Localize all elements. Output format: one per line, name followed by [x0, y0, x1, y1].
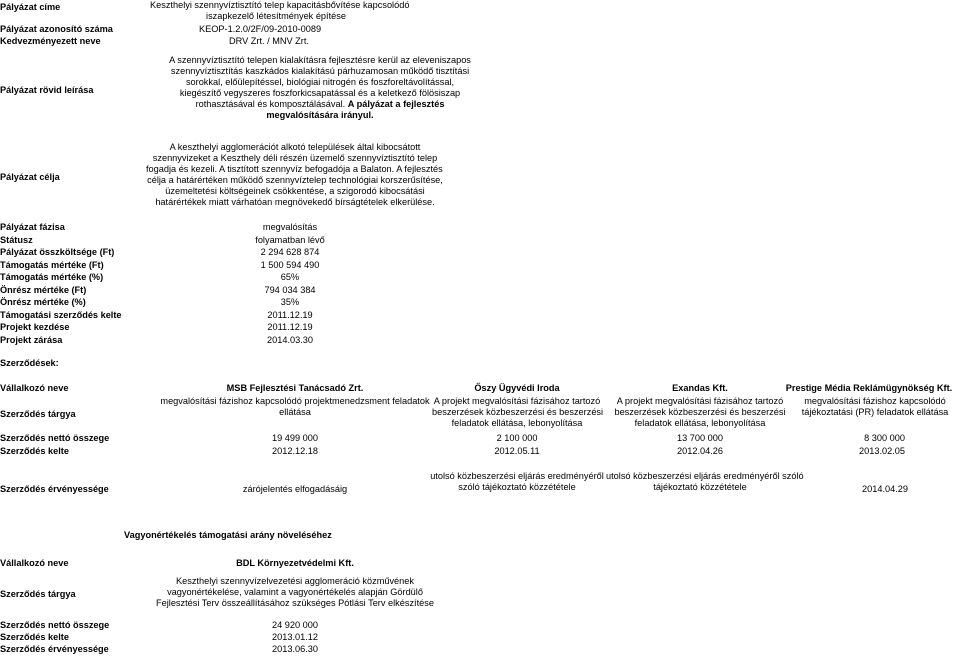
- facts-row: [0, 235, 360, 248]
- contract-subject-line: A projekt megvalósítási fázisához tartozó: [616, 396, 784, 406]
- goal-line: határértékek miatt várhatóan megnövekedő bírságtételek elkerülése.: [155, 197, 435, 207]
- valuation-contractor-label: Vállalkozó neve: [0, 558, 69, 568]
- valuation-validity-value: 2013.06.30: [272, 644, 318, 654]
- contract-subject-line: feladatok ellátása, lebonyolítása: [451, 418, 583, 428]
- facts-label: Státusz: [0, 234, 33, 245]
- facts-row: [0, 335, 360, 348]
- facts-value: 2014.03.30: [267, 334, 313, 345]
- summary-line: sorokkal, előülepítéssel, biológiai nitrogén és foszforeltávolítással,: [185, 77, 455, 87]
- contract-net: 2 100 000: [496, 433, 538, 443]
- facts-value: 35%: [280, 297, 300, 307]
- project-title-line: iszapkezelő létesítmények építése: [206, 11, 346, 21]
- facts-value: folyamatban lévő: [255, 234, 325, 245]
- facts-label: Támogatás mértéke (Ft): [0, 259, 104, 270]
- contracts-heading: Szerződések:: [0, 358, 59, 368]
- facts-row: [0, 272, 360, 285]
- facts-row: [0, 222, 360, 235]
- net-label: Szerződés nettó összege: [0, 433, 110, 443]
- contract-date: 2012.12.18: [272, 446, 318, 456]
- project-title-value: [150, 0, 410, 22]
- summary-text: [120, 55, 520, 121]
- contract-subject-line: megvalósítási fázishoz kapcsolódó: [804, 396, 946, 406]
- contract-validity: [427, 471, 607, 493]
- contract-date: 2012.05.11: [494, 446, 540, 456]
- facts-label: Támogatási szerződés kelte: [0, 309, 122, 320]
- contract-date: 2012.04.26: [677, 446, 723, 456]
- goal-line: üzemeltetési költségeinek csökkentése, a szigorodó kibocsátási: [165, 186, 425, 196]
- contract-subject-line: tájékoztatási (PR) feladatok ellátása: [801, 407, 949, 417]
- contract-net: 13 700 000: [677, 433, 723, 443]
- valuation-subject-label: Szerződés tárgya: [0, 589, 76, 599]
- project-title-label: Pályázat címe: [0, 2, 61, 12]
- project-title-line: Keszthelyi szennyvíztisztító telep kapacitásbővítése kapcsolódó: [150, 0, 410, 10]
- facts-row: [0, 260, 360, 273]
- facts-row: [0, 247, 360, 260]
- contract-net: 19 499 000: [272, 433, 318, 443]
- facts-value: 65%: [280, 272, 300, 282]
- facts-value: megvalósítás: [262, 222, 318, 232]
- valuation-subject-line: Keszthelyi szennyvízelvezetési agglomeráció közművének: [176, 576, 414, 586]
- summary-line: kiegészítő vegyszeres foszforkicsapatással és a keletkező fölösiszap: [179, 88, 461, 98]
- valuation-date-label: Szerződés kelte: [0, 632, 69, 642]
- contract-validity-line: tájékoztató közzététele: [653, 482, 747, 492]
- contract-subject-line: feladatok ellátása, lebonyolítása: [634, 418, 766, 428]
- contract-subject-line: megvalósítási fázishoz kapcsolódó projektmenedzsment feladatok: [160, 396, 430, 406]
- summary-line: A szennyvíztisztító telepen kialakításra fejlesztésre kerül az eleveniszapos: [169, 55, 471, 65]
- contract-subject-line: beszerzések közbeszerzési és beszerzési: [432, 407, 604, 417]
- facts-label: Önrész mértéke (%): [0, 297, 86, 307]
- valuation-date-value: 2013.01.12: [272, 632, 318, 642]
- facts-row: [0, 322, 360, 335]
- contract-date: 2013.02.05: [859, 446, 905, 456]
- subject-label: Szerződés tárgya: [0, 409, 76, 419]
- contract-net: 8 300 000: [864, 433, 905, 443]
- beneficiary-value: DRV Zrt. / MNV Zrt.: [229, 36, 309, 46]
- facts-row: [0, 285, 360, 298]
- goal-text: [140, 142, 450, 208]
- valuation-validity-label: Szerződés érvényessége: [0, 644, 109, 654]
- facts-value: 1 500 594 490: [260, 259, 320, 270]
- goal-line: A keszthelyi agglomerációt alkotó települések által kibocsátott: [169, 142, 421, 152]
- facts-value: 2011.12.19: [267, 309, 313, 320]
- facts-label: Projekt zárása: [0, 334, 63, 345]
- goal-line: szennyvizeket a Keszthely déli részén üzemelő szennyvíztisztító telep: [152, 153, 438, 163]
- contract-validity: zárójelentés elfogadásáig: [242, 484, 348, 494]
- summary-line: szennyvíztisztítás kaszkádos kialakítású párhuzamosan működő tisztítási: [170, 66, 470, 76]
- valuation-subject-value: [150, 576, 440, 609]
- valuation-net-label: Szerződés nettó összege: [0, 620, 110, 630]
- contract-validity: 2014.04.29: [862, 484, 908, 494]
- date-label: Szerződés kelte: [0, 446, 69, 456]
- valuation-contractor-value: BDL Környezetvédelmi Kft.: [236, 558, 354, 568]
- summary-line: rothasztásával és komposztálásával. A pályázat a fejlesztés: [195, 99, 445, 109]
- goal-line: fogadja és kezeli. A tisztított szennyvíz befogadója a Balaton. A fejlesztés: [146, 164, 443, 174]
- valuation-subject-line: vagyonértékelése, valamint a vagyonértékelés alapján Gördülő: [167, 587, 423, 597]
- facts-label: Támogatás mértéke (%): [0, 272, 104, 282]
- valuation-net-value: 24 920 000: [272, 620, 318, 630]
- facts-label: Pályázat összköltsége (Ft): [0, 247, 115, 257]
- facts-row: [0, 297, 360, 310]
- contract-validity-line: utolsó közbeszerzési eljárás eredményéről szóló: [606, 471, 804, 481]
- contract-contractor: Exandas Kft.: [672, 383, 728, 393]
- contract-subject: [150, 396, 440, 418]
- project-id-value: KEOP-1.2.0/2F/09-2010-0089: [199, 24, 322, 34]
- valuation-heading: Vagyonértékelés támogatási arány növeléséhez: [124, 530, 332, 540]
- facts-value: 2011.12.19: [267, 322, 313, 332]
- contract-validity-line: szóló tájékoztató közzététele: [458, 482, 576, 492]
- facts-label: Projekt kezdése: [0, 322, 70, 332]
- contract-subject: [612, 396, 788, 429]
- contract-validity-line: utolsó közbeszerzési eljárás eredményéről: [430, 471, 604, 481]
- facts-row: [0, 310, 360, 323]
- contract-subject-line: ellátása: [279, 407, 311, 417]
- contract-validity: [606, 471, 804, 493]
- contract-contractor: MSB Fejlesztési Tanácsadó Zrt.: [226, 383, 364, 393]
- facts-label: Pályázat fázisa: [0, 222, 65, 232]
- valuation-subject-line: Fejlesztési Terv összeállításához szükséges Pótlási Terv elkészítése: [156, 598, 434, 608]
- validity-label: Szerződés érvényessége: [0, 484, 109, 494]
- contract-subject: [790, 396, 960, 418]
- facts-value: 794 034 384: [264, 284, 316, 295]
- goal-line: célja a határértéken működő szennyvíztelep technológiai korszerűsítése,: [147, 175, 443, 185]
- contract-contractor: Prestige Média Reklámügynökség Kft.: [785, 383, 953, 393]
- facts-label: Önrész mértéke (Ft): [0, 284, 87, 295]
- contract-subject-line: A projekt megvalósítási fázisához tartozó: [433, 396, 601, 406]
- goal-label: Pályázat célja: [0, 172, 60, 182]
- contractor-label: Vállalkozó neve: [0, 383, 69, 393]
- project-id-label: Pályázat azonosító száma: [0, 24, 113, 34]
- contract-subject-line: beszerzések közbeszerzési és beszerzési: [614, 407, 786, 417]
- contract-contractor: Őszy Ügyvédi Iroda: [474, 383, 560, 393]
- summary-line: megvalósítására irányul.: [266, 110, 374, 120]
- beneficiary-label: Kedvezményezett neve: [0, 36, 101, 46]
- contract-subject: [432, 396, 602, 429]
- summary-label: Pályázat rövid leírása: [0, 85, 94, 95]
- facts-table: [0, 222, 360, 347]
- facts-value: 2 294 628 874: [260, 247, 320, 257]
